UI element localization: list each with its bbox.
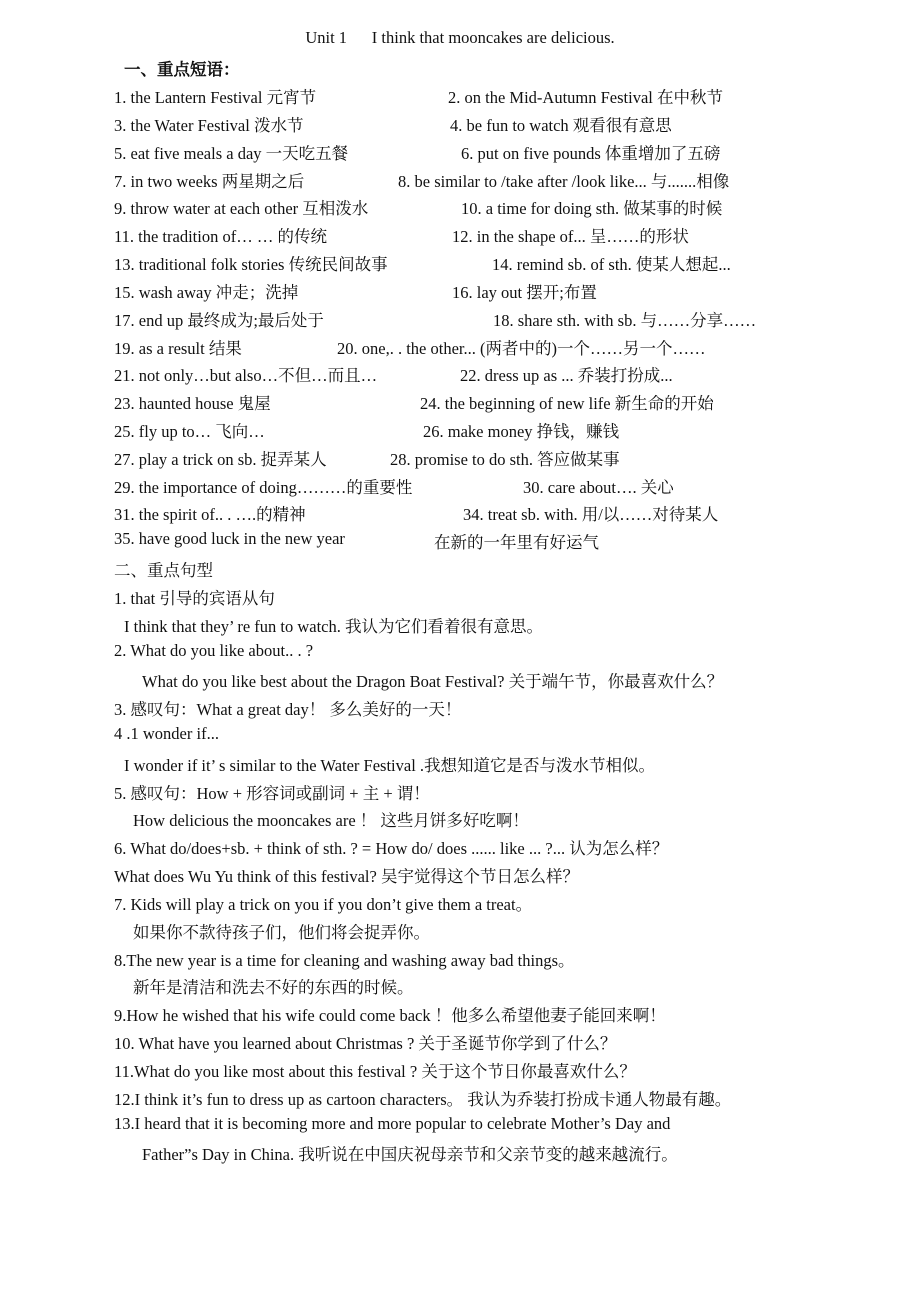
phrase-item: 28. promise to do sth. 答应做某事: [390, 450, 620, 469]
phrase-item: 2. on the Mid-Autumn Festival 在中秋节: [448, 88, 723, 107]
phrase-item: 3. the Water Festival 泼水节: [114, 116, 304, 135]
phrase-item: 15. wash away 冲走；洗掉: [114, 283, 299, 302]
phrase-item: 16. lay out 摆开;布置: [452, 283, 597, 302]
phrase-item: 7. in two weeks 两星期之后: [114, 172, 305, 191]
phrase-item: 9. throw water at each other 互相泼水: [114, 199, 369, 218]
sentence-line: What do you like best about the Dragon Boat Festival? 关于端午节，你最喜欢什么？: [142, 672, 724, 691]
sentence-line: What does Wu Yu think of this festival? 吴宇觉得这个节日怎么样？: [114, 867, 579, 886]
phrase-item: 10. a time for doing sth. 做某事的时候: [461, 199, 723, 218]
sentence-line: 如果你不款待孩子们，他们将会捉弄你。: [133, 923, 430, 942]
phrase-item: 25. fly up to… 飞向…: [114, 422, 265, 441]
phrase-item: 35. have good luck in the new year: [114, 529, 345, 548]
sentence-line: 13.I heard that it is becoming more and more popular to celebrate Mother’s Day and: [114, 1114, 671, 1133]
phrase-item: 6. put on five pounds 体重增加了五磅: [461, 144, 721, 163]
phrase-item: 34. treat sb. with. 用/以……对待某人: [463, 505, 719, 524]
sentence-line: How delicious the mooncakes are ！ 这些月饼多好吃啊！: [133, 811, 529, 830]
sentence-line: 6. What do/does+sb. + think of sth. ? = How do/ does ...... like ... ?... 认为怎么样？: [114, 839, 669, 858]
sentence-line: 10. What have you learned about Christmas ? 关于圣诞节你学到了什么？: [114, 1034, 617, 1053]
phrase-item: 19. as a result 结果: [114, 339, 242, 358]
sentence-line: 9.How he wished that his wife could come back ！他多么希望他妻子能回来啊！: [114, 1006, 666, 1025]
phrase-item: 17. end up 最终成为;最后处于: [114, 311, 324, 330]
section-heading-phrases: 一、重点短语：: [124, 60, 240, 79]
sentence-line: I think that they’ re fun to watch. 我认为它们看着很有意思。: [124, 617, 544, 636]
sentence-line: I wonder if it’ s similar to the Water Festival .我想知道它是否与泼水节相似。: [124, 756, 656, 775]
phrase-item: 29. the importance of doing………的重要性: [114, 478, 413, 497]
page-title: Unit 1 I think that mooncakes are delicious.: [305, 28, 615, 47]
phrase-item: 11. the tradition of… … 的传统: [114, 227, 327, 246]
sentence-line: 12.I think it’s fun to dress up as cartoon characters。 我认为乔装打扮成卡通人物最有趣。: [114, 1090, 732, 1109]
sentence-line: 1. that 引导的宾语从句: [114, 589, 275, 608]
sentence-line: Father”s Day in China. 我听说在中国庆祝母亲节和父亲节变的越来越流行。: [142, 1145, 678, 1164]
phrase-item: 4. be fun to watch 观看很有意思: [450, 116, 672, 135]
phrase-item: 22. dress up as ... 乔装打扮成...: [460, 366, 673, 385]
sentence-line: 新年是清洁和洗去不好的东西的时候。: [133, 978, 414, 997]
sentence-line: 5. 感叹句：How + 形容词或副词 + 主 + 谓！: [114, 784, 430, 803]
phrase-item: 5. eat five meals a day 一天吃五餐: [114, 144, 349, 163]
phrase-item: 13. traditional folk stories 传统民间故事: [114, 255, 388, 274]
sentence-line: 11.What do you like most about this festival ? 关于这个节日你最喜欢什么？: [114, 1062, 636, 1081]
phrase-item: 24. the beginning of new life 新生命的开始: [420, 394, 714, 413]
phrase-item: 21. not only…but also…不但…而且…: [114, 366, 378, 385]
sentence-line: 7. Kids will play a trick on you if you don’t give them a treat。: [114, 895, 533, 914]
phrase-item: 30. care about…. 关心: [523, 478, 674, 497]
sentence-line: 3. 感叹句：What a great day！ 多么美好的一天！: [114, 700, 462, 719]
phrase-item: 8. be similar to /take after /look like... 与.......相像: [398, 172, 730, 191]
phrase-item: 1. the Lantern Festival 元宵节: [114, 88, 317, 107]
phrase-item: 23. haunted house 鬼屋: [114, 394, 271, 413]
phrase-item: 18. share sth. with sb. 与……分享……: [493, 311, 757, 330]
phrase-item: 27. play a trick on sb. 捉弄某人: [114, 450, 327, 469]
sentence-line: 8.The new year is a time for cleaning and washing away bad things。: [114, 951, 575, 970]
sentence-line: 4 .1 wonder if...: [114, 724, 219, 743]
phrase-item: 31. the spirit of.. . ….的精神: [114, 505, 306, 524]
phrase-item: 14. remind sb. of sth. 使某人想起...: [492, 255, 731, 274]
sentence-line: 2. What do you like about.. . ?: [114, 641, 314, 660]
phrase-item: 20. one,. . the other... (两者中的)一个……另一个……: [337, 339, 706, 358]
phrase-item: 26. make money 挣钱，赚钱: [423, 422, 620, 441]
section-heading-sentences: 二、重点句型: [114, 561, 213, 580]
phrase-item: 在新的一年里有好运气: [434, 533, 599, 552]
phrase-item: 12. in the shape of... 呈……的形状: [452, 227, 689, 246]
